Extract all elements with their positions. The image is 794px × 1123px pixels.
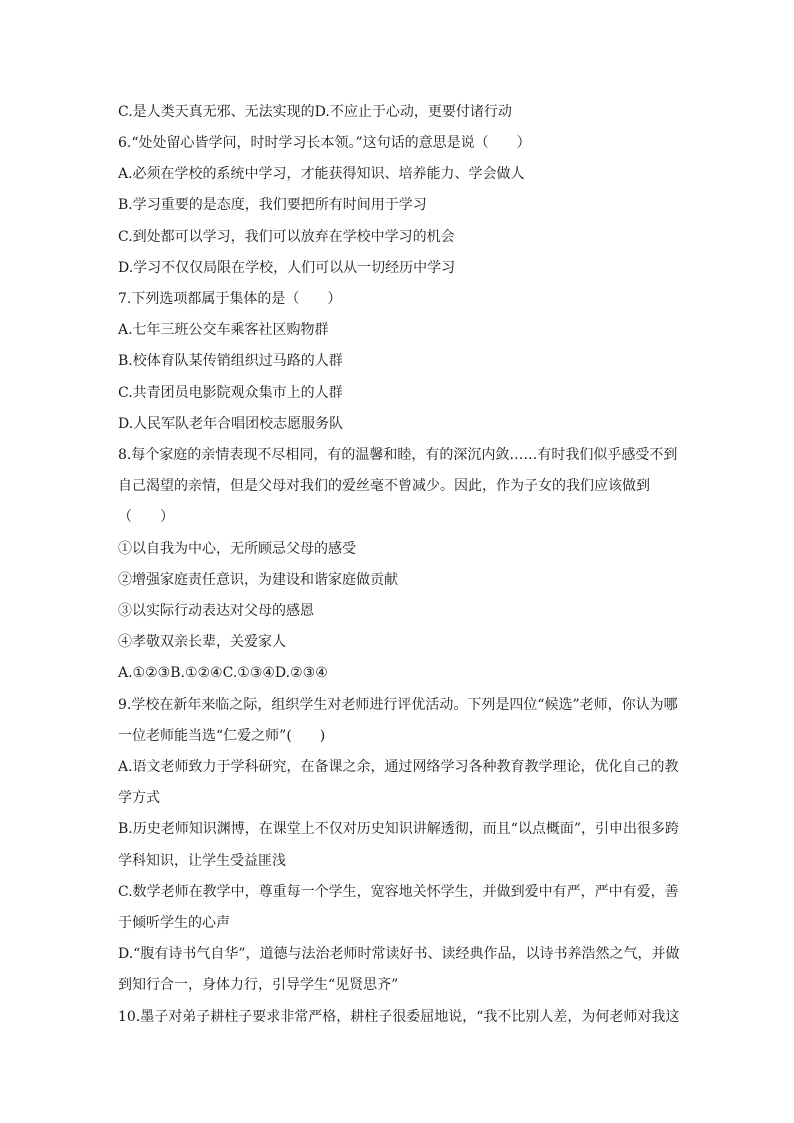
question-9-option-c-line-1: C.数学老师在教学中，尊重每一个学生，宽容地关怀学生，并做到爱中有严，严中有爱，善 xyxy=(118,884,679,900)
question-7-option-d: D.人民军队老年合唱团校志愿服务队 xyxy=(118,416,344,432)
question-8-stem-line-1: 8.每个家庭的亲情表现不尽相同，有的温馨和睦，有的深沉内敛……有时我们似乎感受不到 xyxy=(118,447,678,463)
question-8-item-4: ④孝敬双亲长辈，关爱家人 xyxy=(118,634,286,650)
question-8-stem-line-2: 自己渴望的亲情，但是父母对我们的爱丝毫不曾减少。因此，作为子女的我们应该做到 xyxy=(118,478,650,494)
question-6-option-c: C.到处都可以学习，我们可以放弃在学校中学习的机会 xyxy=(118,229,455,245)
question-7-option-b: B.校体育队某传销组织过马路的人群 xyxy=(118,353,343,369)
question-9-option-a-line-1: A.语文老师致力于学科研究，在备课之余，通过网络学习各种教育教学理论，优化自己的教 xyxy=(118,759,679,775)
question-8-item-2: ②增强家庭责任意识，为建设和谐家庭做贡献 xyxy=(118,572,398,588)
question-9-option-d-line-1: D.“腹有诗书气自华”，道德与法治老师时常读好书、读经典作品，以诗书养浩然之气，并做 xyxy=(118,946,680,962)
question-8-item-3: ③以实际行动表达对父母的感恩 xyxy=(118,603,314,619)
question-6-stem: 6.“处处留心皆学问，时时学习长本领。”这句话的意思是说（ ） xyxy=(118,135,531,151)
question-8-item-1: ①以自我为中心，无所顾忌父母的感受 xyxy=(118,541,356,557)
option-c-line: C.是人类天真无邪、无法实现的D.不应止于心动，更要付诸行动 xyxy=(118,104,512,120)
question-6-option-d: D.学习不仅仅局限在学校，人们可以从一切经历中学习 xyxy=(118,260,456,276)
question-9-stem-line-2: 一位老师能当选“仁爱之师”( ) xyxy=(118,728,326,744)
question-8-options: A.①②③B.①②④C.①③④D.②③④ xyxy=(118,665,328,681)
question-9-option-d-line-2: 到知行合一，身体力行，引导学生“见贤思齐” xyxy=(118,977,399,993)
question-6-option-b: B.学习重要的是态度，我们要把所有时间用于学习 xyxy=(118,197,427,213)
question-6-option-a: A.必须在学校的系统中学习，才能获得知识、培养能力、学会做人 xyxy=(118,166,525,182)
question-9-option-c-line-2: 于倾听学生的心声 xyxy=(118,915,230,931)
question-7-stem: 7.下列选项都属于集体的是（ ） xyxy=(118,291,342,307)
question-7-option-c: C.共青团员电影院观众集市上的人群 xyxy=(118,385,343,401)
question-8-answer-bracket: （ ） xyxy=(118,509,174,525)
question-9-option-b-line-2: 学科知识，让学生受益匪浅 xyxy=(118,853,286,869)
question-9-option-b-line-1: B.历史老师知识渊博，在课堂上不仅对历史知识讲解透彻，而且“以点概面”，引申出很多跨 xyxy=(118,821,680,837)
question-9-option-a-line-2: 学方式 xyxy=(118,790,160,806)
question-9-stem-line-1: 9.学校在新年来临之际，组织学生对老师进行评优活动。下列是四位“候选”老师，你认为哪 xyxy=(118,697,678,713)
question-10-stem-line-1: 10.墨子对弟子耕柱子要求非常严格，耕柱子很委屈地说，“我不比别人差，为何老师对我这 xyxy=(118,1009,680,1025)
question-7-option-a: A.七年三班公交车乘客社区购物群 xyxy=(118,322,329,338)
